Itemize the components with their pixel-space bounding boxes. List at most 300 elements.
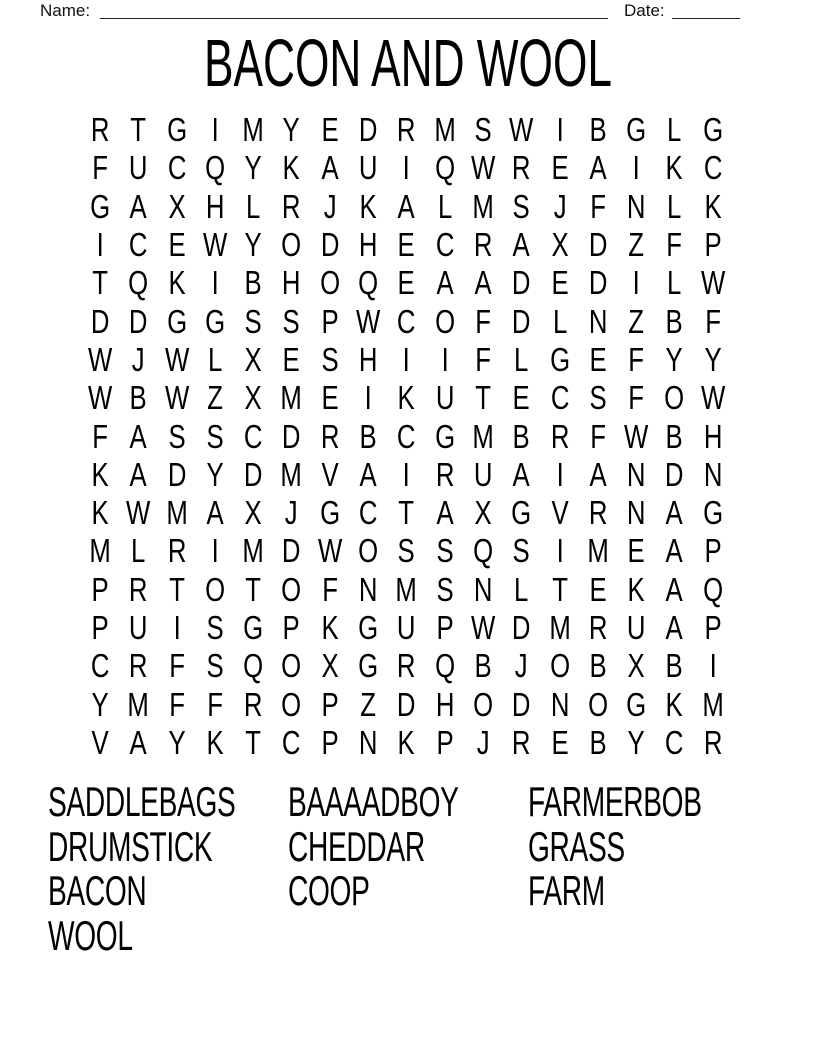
grid-letter-r17c10: P [436,723,454,761]
grid-letter-r11c8: C [358,494,378,532]
grid-letter-r4c9: E [397,226,416,264]
grid-letter-r13c16: A [666,570,684,608]
grid-letter-r9c1: F [92,417,109,455]
grid-letter-r3c1: G [90,187,111,225]
grid-letter-r10c15: N [626,455,646,493]
grid-letter-r4c1: I [96,226,104,264]
grid-letter-r4c4: W [202,226,228,264]
grid-letter-r4c11: R [473,226,493,264]
grid-letter-r14c17: P [704,609,722,646]
name-label: Name: [40,1,91,20]
grid-letter-r13c12: L [514,570,529,608]
word-bank-item: COOP [288,867,370,915]
grid-letter-r7c8: H [358,340,378,378]
grid-letter-r13c8: N [358,570,378,608]
grid-letter-r6c13: L [552,302,567,340]
date-label: Date: [624,1,665,20]
grid-letter-r17c11: J [476,723,490,761]
grid-letter-r10c5: D [244,455,263,493]
grid-letter-r7c6: E [283,340,301,378]
grid-letter-r15c12: J [514,647,528,685]
grid-letter-r9c12: B [512,417,531,455]
grid-letter-r17c8: N [358,723,378,761]
word-bank-item: WOOL [48,912,133,960]
grid-letter-r17c3: Y [168,723,186,761]
letter-grid [81,111,732,762]
grid-letter-r6c8: W [356,302,381,340]
grid-letter-r8c12: E [512,379,531,417]
grid-letter-r13c15: K [627,570,645,608]
grid-letter-r6c17: F [705,302,721,340]
grid-letter-r9c6: D [282,417,301,455]
grid-letter-r15c7: X [321,647,339,685]
grid-letter-r9c5: C [244,417,263,455]
grid-letter-r13c17: Q [702,570,723,608]
grid-letter-r8c15: F [628,379,645,417]
grid-letter-r1c3: G [166,111,187,149]
grid-letter-r12c7: W [317,532,343,570]
grid-letter-r13c13: T [551,570,568,608]
grid-letter-r3c15: N [626,187,646,225]
grid-letter-r8c17: W [700,379,726,417]
grid-letter-r7c7: S [321,340,339,378]
grid-letter-r9c8: B [359,417,377,455]
grid-letter-r5c10: A [436,264,454,302]
grid-letter-r9c3: S [168,417,186,455]
grid-letter-r15c16: B [666,647,684,685]
grid-letter-r15c11: B [474,647,492,685]
grid-letter-r10c8: A [359,455,377,493]
grid-letter-r2c12: R [512,149,531,187]
grid-letter-r12c16: A [666,532,684,570]
name-blank-line [100,18,608,19]
word-bank-column-3 [528,780,787,914]
grid-letter-r17c1: V [91,723,109,761]
grid-letter-r13c9: M [395,570,418,608]
grid-letter-r16c14: O [587,685,609,723]
grid-letter-r4c10: C [435,226,455,264]
grid-letter-r2c15: I [632,149,640,187]
grid-letter-r11c15: N [626,494,646,532]
grid-letter-r7c10: I [441,340,449,378]
grid-letter-r17c9: K [397,723,416,761]
word-bank-item: BACON [48,867,147,915]
grid-letter-r13c5: T [245,570,262,608]
grid-letter-r4c8: H [358,226,378,264]
grid-letter-r13c6: O [281,570,302,608]
grid-letter-r1c15: G [626,111,647,149]
grid-letter-r9c7: R [320,417,340,455]
word-bank-item: DRUMSTICK [48,822,213,870]
grid-letter-r14c6: P [283,609,301,646]
grid-letter-r14c4: S [206,609,224,646]
grid-letter-r5c11: A [474,264,492,302]
grid-letter-r16c9: D [397,685,416,723]
grid-letter-r4c7: D [320,226,340,264]
grid-letter-r3c16: L [667,187,682,225]
grid-letter-r3c7: J [323,187,337,225]
grid-letter-r12c8: O [358,532,379,570]
grid-letter-r6c1: D [90,302,110,340]
grid-letter-r9c14: F [590,417,606,455]
grid-letter-r9c15: W [624,417,649,455]
grid-letter-r10c17: N [703,455,723,493]
grid-letter-r5c7: O [319,264,340,302]
grid-letter-r7c11: F [475,340,491,378]
grid-letter-r5c14: D [588,264,608,302]
grid-letter-r11c16: A [666,494,684,532]
grid-letter-r16c6: O [281,685,302,723]
grid-letter-r1c2: T [130,111,147,149]
grid-letter-r11c6: J [285,494,299,532]
grid-letter-r17c5: T [245,723,262,761]
grid-letter-r12c2: L [131,532,146,570]
grid-letter-r15c1: C [90,647,110,685]
grid-letter-r8c5: X [244,379,262,417]
grid-letter-r16c2: M [127,685,150,723]
grid-letter-r2c9: I [402,149,411,187]
grid-letter-r15c6: O [281,647,302,685]
grid-letter-r7c2: J [132,340,145,378]
grid-letter-r6c9: C [397,302,416,340]
grid-letter-r3c17: K [704,187,722,225]
grid-letter-r9c4: S [206,417,224,455]
grid-letter-r14c1: P [91,609,109,646]
word-bank-column-1 [48,780,328,958]
grid-letter-r2c8: U [358,149,378,187]
grid-letter-r2c7: A [321,149,339,187]
grid-letter-r4c12: A [512,226,531,264]
grid-letter-r15c15: X [627,647,645,685]
grid-letter-r16c11: O [473,685,494,723]
grid-letter-r12c4: I [211,532,219,570]
grid-letter-r6c10: O [434,302,455,340]
grid-letter-r10c14: A [589,455,607,493]
grid-letter-r14c5: G [243,609,264,646]
grid-letter-r16c5: R [244,685,263,723]
grid-letter-r6c3: G [166,302,187,340]
grid-letter-r3c12: S [512,187,531,225]
word-bank-item: SADDLEBAGS [48,778,236,826]
grid-letter-r14c7: K [321,609,339,646]
grid-letter-r10c7: V [321,455,339,493]
grid-letter-r9c17: H [703,417,723,455]
grid-letter-r17c2: A [129,723,148,761]
grid-letter-r8c9: K [397,379,416,417]
grid-letter-r8c8: I [364,379,372,417]
grid-letter-r11c14: R [588,494,608,532]
grid-letter-r10c11: U [473,455,493,493]
grid-letter-r14c2: U [129,609,148,646]
grid-letter-r9c13: R [550,417,570,455]
grid-letter-r1c7: E [321,111,339,149]
grid-letter-r15c13: O [549,647,570,685]
grid-letter-r1c10: M [434,111,456,149]
grid-letter-r2c10: Q [434,149,455,187]
grid-letter-r12c17: P [704,532,722,570]
grid-letter-r3c11: M [472,187,494,225]
grid-letter-r3c2: A [129,187,148,225]
grid-letter-r7c16: Y [666,340,684,378]
grid-letter-r10c2: A [129,455,148,493]
word-bank-item: FARMERBOB [528,778,702,826]
date-blank-line [672,18,740,19]
grid-letter-r2c13: E [551,149,569,187]
grid-letter-r11c4: A [206,494,224,532]
grid-letter-r1c11: S [474,111,492,149]
grid-letter-r2c4: Q [205,149,226,187]
grid-letter-r8c10: U [435,379,455,417]
grid-letter-r4c3: E [168,226,186,264]
grid-letter-r10c13: I [556,455,564,493]
grid-letter-r5c15: I [632,264,640,302]
grid-letter-r6c5: S [244,302,262,340]
grid-letter-r13c4: O [205,570,226,608]
grid-letter-r5c9: E [397,264,416,302]
grid-letter-r10c1: K [91,455,109,493]
grid-letter-r14c16: A [666,609,684,646]
grid-letter-r10c3: D [167,455,187,493]
grid-letter-r8c13: C [550,379,570,417]
grid-letter-r6c6: S [283,302,301,340]
grid-letter-r1c13: I [556,111,564,149]
grid-letter-r7c15: F [628,340,645,378]
grid-letter-r15c9: R [397,647,416,685]
grid-letter-r7c9: I [402,340,411,378]
grid-letter-r17c15: Y [627,723,645,761]
grid-letter-r3c4: H [205,187,225,225]
grid-letter-r11c9: T [398,494,415,532]
grid-letter-r1c5: M [242,111,265,149]
grid-letter-r1c17: G [702,111,723,149]
grid-letter-r9c16: B [666,417,684,455]
grid-letter-r2c3: C [167,149,187,187]
grid-letter-r13c10: S [436,570,454,608]
grid-letter-r12c6: D [282,532,301,570]
grid-letter-r10c9: I [402,455,411,493]
grid-letter-r6c7: P [321,302,339,340]
grid-letter-r16c16: K [666,685,684,723]
grid-letter-r6c16: B [666,302,684,340]
grid-letter-r5c13: E [551,264,569,302]
grid-letter-r2c16: K [666,149,684,187]
grid-letter-r15c8: G [358,647,379,685]
grid-letter-r14c3: I [173,609,181,646]
grid-letter-r5c2: Q [128,264,149,302]
grid-letter-r1c1: R [90,111,110,149]
grid-letter-r15c4: S [206,647,224,685]
grid-letter-r4c6: O [281,226,302,264]
grid-letter-r9c11: M [472,417,494,455]
grid-letter-r14c12: D [512,609,531,646]
grid-letter-r12c1: M [89,532,111,570]
grid-letter-r5c5: B [244,264,262,302]
grid-letter-r12c12: S [512,532,531,570]
grid-letter-r16c3: F [168,685,185,723]
grid-letter-r5c1: T [92,264,109,302]
grid-letter-r1c4: I [211,111,219,149]
grid-letter-r3c9: A [397,187,416,225]
grid-letter-r12c10: S [436,532,454,570]
grid-letter-r11c10: A [436,494,454,532]
grid-letter-r15c5: Q [243,647,264,685]
grid-letter-r17c17: R [703,723,723,761]
grid-letter-r2c5: Y [244,149,262,187]
grid-letter-r11c12: G [511,494,532,532]
grid-letter-r7c3: W [164,340,189,378]
word-bank-item: BAAAADBOY [288,778,459,826]
grid-letter-r17c13: E [551,723,569,761]
grid-letter-r15c10: Q [434,647,455,685]
grid-letter-r11c1: K [91,494,109,532]
grid-letter-r16c1: Y [91,685,109,723]
grid-letter-r5c17: W [700,264,726,302]
grid-letter-r12c11: Q [473,532,494,570]
grid-letter-r16c12: D [512,685,531,723]
grid-letter-r15c17: I [709,647,717,685]
grid-letter-r13c3: T [168,570,185,608]
grid-letter-r11c3: M [166,494,188,532]
grid-letter-r10c16: D [665,455,684,493]
grid-letter-r6c15: Z [628,302,645,340]
grid-letter-r17c16: C [665,723,684,761]
grid-letter-r5c16: L [667,264,682,302]
grid-letter-r12c3: R [167,532,187,570]
grid-letter-r2c6: K [283,149,301,187]
grid-letter-r3c3: X [168,187,186,225]
grid-letter-r14c10: P [436,609,454,646]
grid-letter-r2c17: C [703,149,723,187]
grid-letter-r8c2: B [129,379,148,417]
grid-letter-r1c9: R [397,111,416,149]
grid-letter-r2c11: W [470,149,496,187]
grid-letter-r16c8: Z [360,685,377,723]
grid-letter-r3c13: J [553,187,567,225]
grid-letter-r5c12: D [512,264,531,302]
grid-letter-r11c17: G [702,494,723,532]
grid-letter-r16c15: G [626,685,647,723]
grid-letter-r9c9: C [397,417,416,455]
grid-letter-r8c11: T [475,379,491,417]
grid-letter-r3c8: K [359,187,377,225]
grid-letter-r17c12: R [512,723,531,761]
word-bank-item: FARM [528,867,605,915]
grid-letter-r17c4: K [206,723,224,761]
grid-letter-r10c6: M [280,455,303,493]
grid-letter-r7c17: Y [704,340,722,378]
grid-letter-r5c8: Q [358,264,379,302]
grid-letter-r14c14: R [588,609,608,646]
grid-letter-r17c7: P [321,723,339,761]
grid-letter-r6c4: G [205,302,226,340]
grid-letter-r2c2: U [129,149,148,187]
grid-letter-r4c17: P [704,226,722,264]
grid-letter-r17c14: B [589,723,607,761]
grid-letter-r8c3: W [164,379,189,417]
grid-letter-r6c12: D [512,302,531,340]
grid-letter-r13c1: P [91,570,109,608]
grid-letter-r14c9: U [397,609,416,646]
grid-letter-r4c16: F [666,226,683,264]
grid-letter-r9c2: A [129,417,148,455]
grid-letter-r3c5: L [246,187,261,225]
grid-letter-r16c4: F [207,685,223,723]
grid-letter-r12c15: E [627,532,645,570]
word-bank [0,780,816,980]
grid-letter-r13c14: E [589,570,607,608]
grid-letter-r5c3: K [168,264,186,302]
grid-letter-r3c10: L [437,187,452,225]
grid-letter-r7c13: G [549,340,570,378]
grid-letter-r7c1: W [87,340,113,378]
grid-letter-r6c2: D [129,302,148,340]
grid-letter-r5c6: H [282,264,301,302]
grid-letter-r12c5: M [242,532,265,570]
grid-letter-r15c14: B [589,647,607,685]
puzzle-title: BACON AND WOOL [204,26,612,101]
grid-letter-r7c14: E [589,340,607,378]
grid-letter-r5c4: I [211,264,219,302]
grid-letter-r13c11: N [473,570,493,608]
grid-letter-r1c16: L [667,111,682,149]
grid-letter-r7c5: X [244,340,262,378]
grid-letter-r14c15: U [626,609,646,646]
grid-letter-r3c6: R [282,187,301,225]
word-bank-item: CHEDDAR [288,822,425,870]
grid-letter-r7c4: L [207,340,223,378]
grid-letter-r13c2: R [129,570,148,608]
grid-letter-r1c6: Y [283,111,301,149]
grid-letter-r1c12: W [509,111,534,149]
grid-letter-r16c17: M [702,685,724,723]
grid-letter-r15c3: F [168,647,185,685]
grid-letter-r16c7: P [321,685,339,723]
grid-letter-r2c14: A [589,149,607,187]
grid-letter-r10c10: R [435,455,455,493]
grid-letter-r8c4: Z [207,379,223,417]
grid-letter-r9c10: G [434,417,455,455]
word-bank-column-2 [288,780,543,914]
grid-letter-r11c2: W [126,494,151,532]
grid-letter-r16c10: H [435,685,455,723]
grid-letter-r14c11: W [470,609,496,646]
grid-letter-r4c15: Z [628,226,645,264]
grid-letter-r11c11: X [474,494,492,532]
grid-letter-r12c13: I [556,532,564,570]
grid-letter-r16c13: N [550,685,570,723]
grid-letter-r15c2: R [129,647,148,685]
grid-letter-r8c6: M [280,379,303,417]
grid-letter-r1c8: D [358,111,378,149]
grid-letter-r4c13: X [551,226,569,264]
grid-letter-r12c9: S [397,532,416,570]
grid-letter-r1c14: B [589,111,607,149]
grid-letter-r7c12: L [514,340,529,378]
grid-letter-r4c14: D [588,226,608,264]
grid-letter-r10c12: A [512,455,531,493]
grid-letter-r4c2: C [129,226,148,264]
grid-letter-r11c7: G [319,494,340,532]
grid-letter-r10c4: Y [206,455,224,493]
grid-letter-r14c8: G [358,609,379,646]
grid-letter-r8c16: O [664,379,685,417]
grid-letter-r14c13: M [548,609,571,646]
grid-letter-r8c1: W [87,379,113,417]
grid-letter-r6c14: N [588,302,608,340]
grid-letter-r11c5: X [244,494,262,532]
grid-letter-r12c14: M [587,532,609,570]
grid-letter-r3c14: F [590,187,606,225]
